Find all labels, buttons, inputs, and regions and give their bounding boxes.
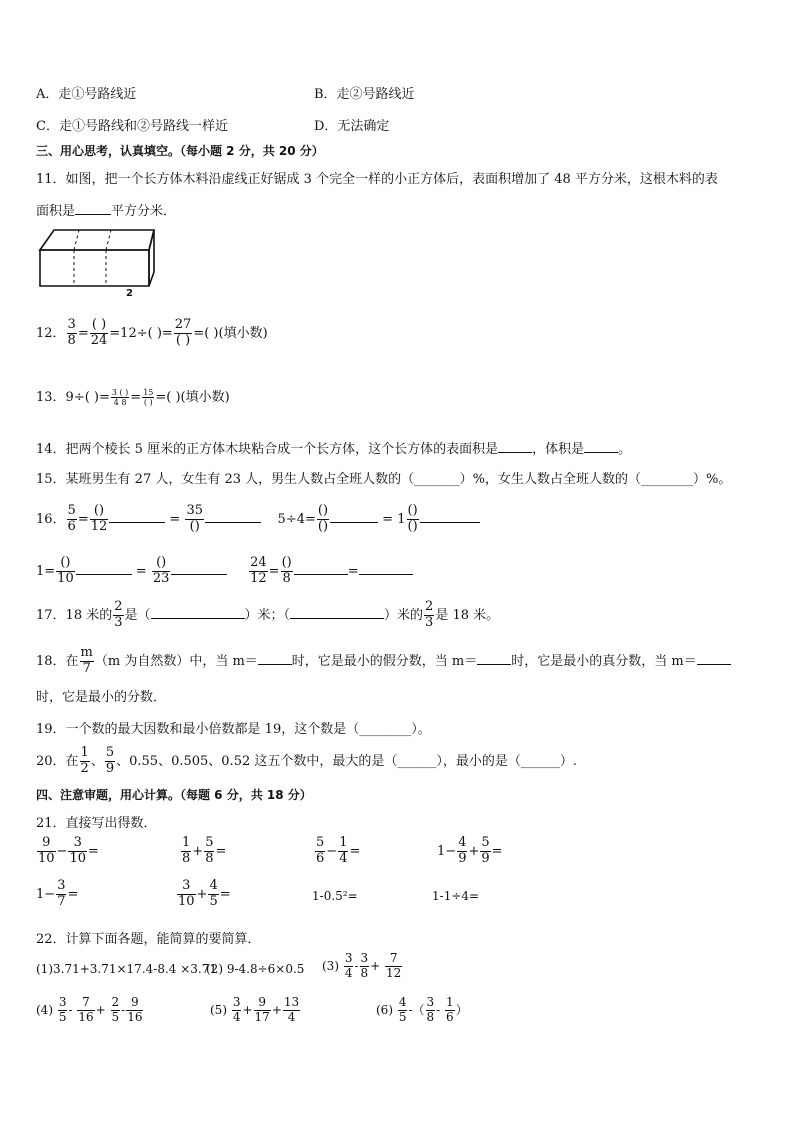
fraction: [344, 952, 354, 981]
section-4-heading: 四、注意审题，用心计算。（每题 6 分，共 18 分）: [36, 788, 312, 802]
numerator: 3: [58, 995, 67, 1009]
q21-r1c3: [314, 836, 360, 867]
text-segment: (3): [322, 958, 339, 973]
denominator: 8: [67, 332, 76, 348]
denominator: 8: [360, 965, 369, 980]
fraction: [360, 952, 370, 981]
numerator: 5: [316, 835, 325, 850]
q14-text-c: 。: [618, 442, 632, 457]
q21-r1c4: [437, 836, 503, 867]
fraction: [398, 996, 408, 1025]
denominator: 24: [90, 332, 108, 348]
denominator: 8: [182, 850, 191, 866]
text-segment: +: [192, 843, 204, 859]
denominator: (): [317, 518, 329, 534]
q13-tail: =( )(填小数): [155, 390, 230, 405]
numerator: 2: [111, 995, 120, 1009]
numerator: 7: [77, 996, 94, 1011]
text-segment: 时，它是最小的假分数，当 m＝: [291, 653, 478, 669]
numerator: 2: [114, 599, 123, 614]
q17: [36, 600, 499, 631]
cuboid-dimension-label: 2: [126, 288, 133, 299]
q11-line1: 11．如图，把一个长方体木料沿虚线正好锯成 3 个完全一样的小正方体后，表面积增加了 48 平方分米，这根木料的表: [36, 172, 718, 187]
fraction: [37, 836, 56, 867]
q12-frac-3: [174, 318, 193, 349]
denominator: 9: [105, 760, 115, 776]
denominator: 16: [127, 1009, 143, 1024]
denominator: 5: [398, 1009, 407, 1024]
q16-frac-h: [56, 556, 75, 587]
numerator: 3: [68, 836, 87, 852]
numerator: 9: [37, 836, 56, 852]
q21-r2c3: 1-0.5²=: [312, 889, 358, 903]
q11-text-a: 面积是: [36, 204, 76, 219]
q21-r1c2: [180, 836, 226, 867]
q16-frac-j: [249, 556, 268, 587]
denominator: 17: [254, 1009, 270, 1024]
denominator: 9: [458, 850, 467, 866]
text-segment: 1: [36, 886, 45, 902]
denominator: 8: [426, 1009, 435, 1024]
denominator: 6: [67, 518, 76, 534]
q14-text-a: 14．把两个棱长 5 厘米的正方体木块粘合成一个长方体，这个长方体的表面积是: [36, 442, 499, 457]
denominator: 12: [386, 965, 402, 980]
q22-part-1: (1)3.71+3.71×17.4-8.4 ×3.71: [36, 962, 217, 976]
text-segment: =: [135, 563, 147, 579]
text-segment: =: [67, 886, 79, 902]
q14-text-b: ，体积是: [532, 442, 585, 457]
q22-part-6: (6) $\frac{4}{5}$ -（ $\frac{3}{8}$ - $\frac{1}{6}$ ）: [376, 995, 468, 1024]
denominator: 6: [446, 1009, 454, 1024]
q11-blank: [75, 214, 111, 215]
q12: [36, 318, 268, 349]
denominator: (): [407, 518, 418, 534]
q22-part-3: (3) $\frac{3}{4}$ - $\frac{3}{8}$ + $\frac{7}{12}$: [322, 951, 402, 980]
q16-frac-c: [185, 504, 204, 535]
fraction: [56, 879, 66, 910]
q21-title: 21．直接写出得数．: [36, 816, 157, 831]
numerator: 35: [186, 503, 204, 518]
q18-blank-3: [697, 664, 731, 665]
q16-frac-i: [152, 556, 171, 587]
q22-title: 22．计算下面各题，能简算的要简算．: [36, 932, 261, 947]
choice-a: A．走①号路线近: [36, 87, 137, 102]
text-segment: (5): [210, 1002, 227, 1017]
denominator: 10: [38, 850, 55, 866]
q13-frac-2: [142, 388, 154, 407]
choice-b: B．走②号路线近: [314, 87, 415, 102]
text-segment: (6): [376, 1002, 393, 1017]
choice-d: D．无法确定: [314, 119, 390, 134]
numerator: 2: [425, 599, 434, 614]
denominator: ( ): [175, 332, 191, 348]
numerator: 3: [232, 995, 241, 1009]
q18-line1: [36, 646, 731, 677]
q11-line2: [36, 200, 176, 219]
text-segment: +: [196, 886, 208, 902]
denominator: 2: [80, 760, 89, 776]
q12-number: 12．: [36, 325, 66, 341]
q16-blank-6: [171, 574, 227, 575]
numerator: 4: [458, 835, 467, 850]
denominator: 7: [82, 660, 91, 676]
text-segment: =: [268, 563, 280, 579]
text-segment: +: [468, 843, 480, 859]
q16-frac-a: [67, 504, 77, 535]
numerator: 3: [426, 995, 435, 1009]
q22-part-5: (5) $\frac{3}{4}$ + $\frac{9}{17}$ + $\frac{13}{4}$: [210, 995, 300, 1024]
denominator: 5: [111, 1009, 120, 1024]
numerator: (): [152, 556, 171, 572]
q12-rest: =12÷( )=: [109, 325, 173, 341]
numerator: ( ): [90, 318, 109, 334]
denominator: 16: [78, 1009, 94, 1024]
text-segment: =: [349, 843, 361, 859]
q18-line2: 时，它是最小的分数．: [36, 690, 167, 705]
text-segment: 5÷4=: [277, 511, 316, 527]
text-segment: −: [44, 886, 56, 902]
fraction: [385, 952, 402, 981]
text-segment: 18．在: [36, 653, 79, 669]
denominator: 10: [69, 850, 86, 866]
text-segment: 、0.55、0.505、0.52 这五个数中，最大的是（______），最小的是（______）.: [116, 753, 577, 769]
denominator: 23: [152, 570, 170, 586]
text-segment: 16．: [36, 511, 66, 527]
q21-r2c1: [36, 879, 78, 910]
denominator: 3: [114, 614, 123, 630]
text-segment: =: [347, 563, 359, 579]
text-segment: =: [491, 843, 503, 859]
q16-blank-1: [109, 522, 165, 523]
fraction: [177, 879, 196, 910]
denominator: 12: [250, 570, 267, 586]
q20-frac-2: [105, 746, 115, 777]
denominator: 4: [339, 850, 348, 866]
q16-blank-3: [330, 522, 378, 523]
fraction: [58, 996, 68, 1025]
numerator: 7: [385, 952, 402, 967]
denominator: 5: [58, 1009, 67, 1024]
q14: [36, 438, 631, 457]
numerator: (): [90, 504, 109, 520]
text-segment: =: [77, 511, 89, 527]
cuboid-figure: [34, 224, 158, 300]
q18-frac: [80, 646, 94, 677]
denominator: 4: [344, 965, 353, 980]
q22-part-4: (4) $\frac{3}{5}$ - $\frac{7}{16}$ + $\frac{2}{5}$ - $\frac{9}{16}$: [36, 995, 143, 1024]
text-segment: −: [56, 843, 68, 859]
q11-text-b: 平方分米．: [111, 204, 177, 219]
denominator: 10: [57, 570, 74, 586]
numerator: 5: [205, 835, 214, 850]
numerator: 9: [254, 996, 271, 1011]
denominator: 4: [232, 1009, 241, 1024]
q17-frac-1: [113, 600, 123, 631]
q17-frac-2: [424, 600, 434, 631]
numerator: (): [56, 556, 75, 572]
numerator: (): [317, 503, 329, 518]
denominator: 8: [282, 570, 291, 586]
text-segment: ）米；（: [244, 607, 291, 623]
fraction: [283, 996, 300, 1025]
q16-blank-7: [294, 574, 348, 575]
text-segment: 1: [397, 511, 406, 527]
q12-eq: =: [77, 325, 89, 341]
denominator: 8: [205, 850, 214, 866]
q13-eq: =: [130, 390, 142, 405]
denominator: ( ): [143, 398, 153, 407]
numerator: 4: [209, 878, 218, 893]
q16-row1: [36, 504, 480, 535]
numerator: 1: [339, 835, 348, 850]
text-segment: 时，它是最小的真分数，当 m＝: [511, 653, 697, 669]
q17-blank-1: [151, 618, 245, 619]
denominator: 5: [209, 893, 218, 909]
text-segment: 1=: [36, 563, 56, 579]
text-segment: 是（: [124, 607, 151, 623]
fraction: [315, 836, 325, 867]
denominator: 9: [481, 850, 490, 866]
denominator: 3: [425, 614, 434, 630]
numerator: 15: [143, 387, 154, 397]
numerator: 5: [481, 835, 490, 850]
q16-blank-4: [420, 522, 480, 523]
text-segment: ）米的: [384, 607, 424, 623]
fraction: [181, 836, 191, 867]
denominator: 4 8: [113, 398, 127, 407]
q21-r2c2: [176, 879, 231, 910]
fraction: [77, 996, 94, 1025]
q16-frac-f: [407, 504, 419, 535]
q18-blank-1: [258, 664, 292, 665]
numerator: 24: [250, 555, 267, 570]
numerator: 5: [67, 503, 76, 518]
numerator: 1: [446, 995, 454, 1009]
fraction: [232, 996, 242, 1025]
section-3-heading: 三、用心思考，认真填空。（每小题 2 分，共 20 分）: [36, 144, 324, 158]
q12-frac-1: [67, 318, 77, 349]
fraction: [426, 996, 436, 1025]
q18-blank-2: [477, 664, 511, 665]
fraction: [126, 996, 143, 1025]
q16-frac-b: [90, 504, 109, 535]
text-segment: −: [326, 843, 338, 859]
denominator: 4: [287, 1009, 296, 1024]
text-segment: =: [88, 843, 99, 859]
choice-c: C．走①号路线和②号路线一样近: [36, 119, 228, 134]
denominator: 6: [316, 850, 325, 866]
text-segment: =: [382, 511, 394, 527]
denominator: 10: [178, 893, 195, 909]
fraction: [457, 836, 467, 867]
numerator: (): [281, 555, 292, 570]
numerator: 9: [126, 996, 143, 1011]
fraction: [480, 836, 490, 867]
numerator: 13: [283, 995, 300, 1009]
numerator: 3: [57, 878, 66, 893]
q20: [36, 746, 577, 777]
numerator: 3 ( ): [111, 387, 129, 397]
text-segment: =: [219, 886, 231, 902]
q13-frac-1: [111, 388, 129, 407]
fraction: [68, 836, 87, 867]
q21-r1c1: [36, 836, 99, 867]
numerator: 3: [344, 951, 353, 965]
numerator: 4: [398, 995, 407, 1009]
q19: 19．一个数的最大因数和最小倍数都是 19，这个数是（________）。: [36, 722, 431, 737]
text-segment: 1: [437, 843, 446, 859]
denominator: 7: [57, 893, 66, 909]
denominator: 12: [90, 518, 108, 534]
fraction: [338, 836, 348, 867]
numerator: (): [407, 503, 418, 518]
q16-frac-k: [281, 556, 293, 587]
q15: 15．某班男生有 27 人，女生有 23 人，男生人数占全班人数的（_______）%，女生人数占全班人数的（________）%。: [36, 472, 732, 487]
numerator: 3: [177, 879, 196, 895]
q22-part-2: (2) 9-4.8÷6×0.5: [206, 962, 305, 976]
denominator: (): [189, 518, 200, 534]
q14-blank-1: [498, 452, 532, 453]
q13: [36, 386, 230, 407]
q16-blank-2: [205, 522, 261, 523]
fraction: [111, 996, 121, 1025]
numerator: 3: [360, 951, 369, 965]
q20-frac-1: [80, 746, 90, 777]
text-segment: 是 18 米。: [435, 607, 500, 623]
fraction: [445, 996, 455, 1025]
numerator: 5: [105, 745, 115, 760]
numerator: m: [80, 645, 93, 660]
text-segment: 17．18 米的: [36, 607, 113, 623]
q16-blank-8: [359, 574, 413, 575]
numerator: 1: [80, 745, 89, 760]
text-segment: 、: [90, 753, 104, 769]
q21-r2c4: 1-1÷4=: [432, 889, 480, 903]
q12-frac-2: [90, 318, 109, 349]
q13-text: 13．9÷( )=: [36, 390, 110, 405]
q16-row2: [36, 556, 413, 587]
q14-blank-2: [584, 452, 618, 453]
numerator: 1: [182, 835, 191, 850]
text-segment: =: [215, 843, 227, 859]
text-segment: （m 为自然数）中，当 m＝: [94, 653, 258, 669]
q12-tail: =( )(填小数): [193, 325, 268, 341]
q17-blank-2: [290, 618, 384, 619]
numerator: 3: [67, 317, 76, 332]
q16-blank-5: [76, 574, 132, 575]
fraction: [208, 879, 218, 910]
text-segment: (4): [36, 1002, 53, 1017]
text-segment: =: [169, 511, 181, 527]
numerator: 27: [174, 317, 192, 332]
q16-frac-e: [317, 504, 329, 535]
fraction: [254, 996, 271, 1025]
text-segment: 20．在: [36, 753, 79, 769]
text-segment: −: [445, 843, 457, 859]
fraction: [204, 836, 214, 867]
